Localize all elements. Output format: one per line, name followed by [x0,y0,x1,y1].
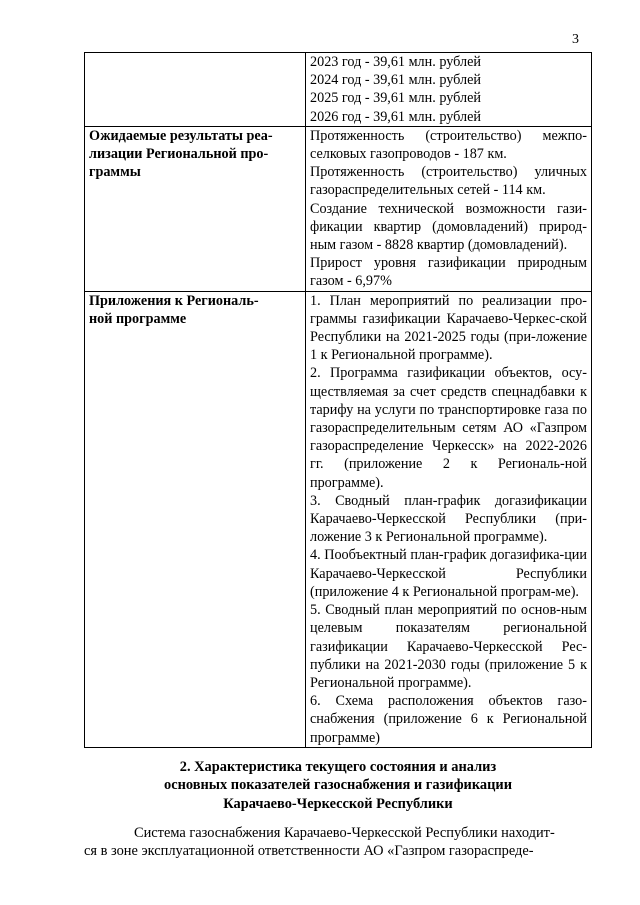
label-line: лизации Региональной про- [89,146,269,163]
funding-year-line: 2023 год - 39,61 млн. рублей [310,54,481,70]
result-paragraph: Протяженность (строительство) межпо-селковых газопроводов - 187 км. [310,127,587,163]
appendix-paragraph: 2. Программа газификации объектов, осу-ществляемая за счет средств спецнадбавки к тарифу на услуги по транспортировке газа по газораспределительным сетям АО «Газпром газораспределение Черкесск» на 2022-2026 гг. (приложение 2 к Региональ-ной программе). [310,365,587,491]
table-row-appendices [85,291,592,747]
body-line: Система газоснабжения Карачаево-Черкесской Республики находит- [134,825,555,841]
result-paragraph: Прирост уровня газификации природным газом - 6,97% [310,255,587,290]
section-heading [84,758,592,813]
heading-line: основных показателей газоснабжения и газификации [164,777,512,794]
appendix-paragraph: 6. Схема расположения объектов газо-снабжения (приложение 6 к Региональной программе) [310,693,587,746]
heading-line: Карачаево-Черкесской Республики [223,795,453,812]
label-line: Приложения к Региональ- [89,292,259,309]
appendices-label [85,291,306,747]
program-passport-table [84,52,592,748]
appendix-paragraph: 4. Пообъектный план-график догазифика-ции Карачаево-Черкесской Республики (приложение 4 к Региональной програм-ме). [310,547,587,600]
row-label [85,53,306,127]
appendix-paragraph: 1. План мероприятий по реализации про-граммы газификации Карачаево-Черкес-ской Республики на 2021-2025 годы (при-ложение 1 к Региональной программе). [310,292,587,364]
appendix-paragraph: 3. Сводный план-график догазификации Карачаево-Черкесской Республики (при-ложение 3 к Региональной программе). [310,492,587,546]
body-line: ся в зоне эксплуатационной ответственности АО «Газпром газораспреде- [84,843,534,860]
appendices-cell [306,291,592,747]
heading-line: 2. Характеристика текущего состояния и анализ [179,759,497,775]
page-number: 3 [572,32,579,47]
label-line: граммы [89,164,141,181]
funding-year-line: 2024 год - 39,61 млн. рублей [310,72,481,89]
expected-results-cell [306,126,592,291]
result-paragraph: Создание технической возможности гази-фикации квартир (домовладений) природ-ным газом - 8828 квартир (домовладений). [310,200,587,254]
table-row-expected-results [85,126,592,291]
label-line: Ожидаемые результаты реа- [89,127,273,144]
result-paragraph: Протяженность (строительство) уличных газораспределительных сетей - 114 км. [310,164,587,199]
expected-results-label [85,126,306,291]
section-body-text [84,824,592,861]
label-line: ной программе [89,310,187,327]
funding-year-line: 2026 год - 39,61 млн. рублей [310,108,481,125]
table-row-funding [85,53,592,127]
funding-years-cell [306,53,592,127]
funding-year-line: 2025 год - 39,61 млн. рублей [310,90,481,107]
appendix-paragraph: 5. Сводный план мероприятий по основ-ным целевым показателям региональной газификации Карачаево-Черкесской Рес-публики на 2021-2030 годы (приложение 5 к Региональной программе). [310,602,587,691]
